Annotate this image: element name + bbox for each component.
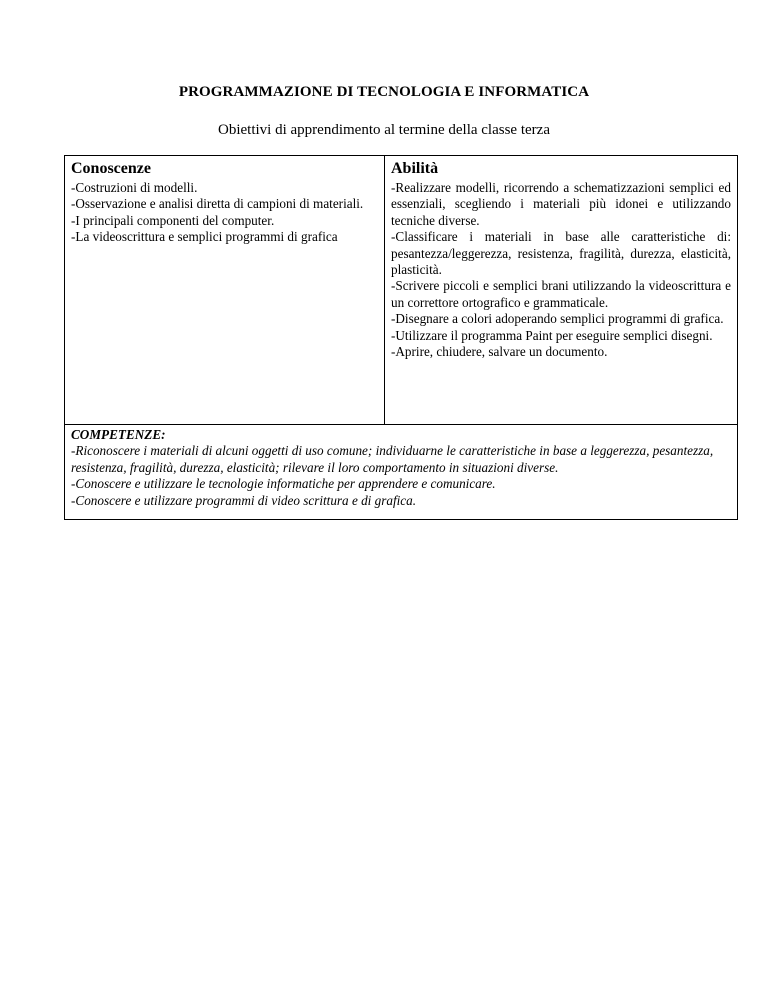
conoscenze-item: -La videoscrittura e semplici programmi di grafica <box>71 229 338 245</box>
competenze-heading: COMPETENZE: <box>71 427 166 442</box>
conoscenze-heading: Conoscenze <box>71 160 151 177</box>
abilita-item: -Realizzare modelli, ricorrendo a schematizzazioni semplici ed essenziali, scegliendo i materiali più idonei e utilizzando tecniche diverse. <box>391 180 731 228</box>
conoscenze-item: -I principali componenti del computer. <box>71 212 275 228</box>
objectives-table <box>64 155 738 520</box>
abilita-column <box>385 156 737 424</box>
document-title: PROGRAMMAZIONE DI TECNOLOGIA E INFORMATICA <box>178 84 590 100</box>
abilita-item: -Disegnare a colori adoperando semplici programmi di grafica. <box>391 311 724 327</box>
conoscenze-item: -Costruzioni di modelli. <box>71 180 198 195</box>
competenze-item: -Riconoscere i materiali di alcuni oggetti di uso comune; individuarne le caratteristiche in base a leggerezza, pesantezza, resistenza, fragilità, durezza, elasticità; rilevare il loro comportamento in situazioni diverse. <box>71 443 714 475</box>
abilita-item: -Scrivere piccoli e semplici brani utilizzando la videoscrittura e un correttore ortografico e grammaticale. <box>391 278 731 310</box>
competenze-item: -Conoscere e utilizzare programmi di video scrittura e di grafica. <box>71 492 417 508</box>
abilita-item: -Aprire, chiudere, salvare un documento. <box>391 344 608 360</box>
abilita-heading: Abilità <box>391 160 439 177</box>
document-subtitle: Obiettivi di apprendimento al termine della classe terza <box>218 122 550 138</box>
conoscenze-column <box>65 156 385 424</box>
objectives-top-row <box>65 156 737 425</box>
competenze-item: -Conoscere e utilizzare le tecnologie informatiche per apprendere e comunicare. <box>71 476 496 492</box>
abilita-item: -Utilizzare il programma Paint per eseguire semplici disegni. <box>391 327 713 343</box>
conoscenze-item: -Osservazione e analisi diretta di campioni di materiali. <box>71 196 364 212</box>
competenze-row <box>65 425 737 519</box>
abilita-item: -Classificare i materiali in base alle caratteristiche di: pesantezza/leggerezza, resistenza, fragilità, durezza, elasticità, plasticità. <box>391 229 731 278</box>
